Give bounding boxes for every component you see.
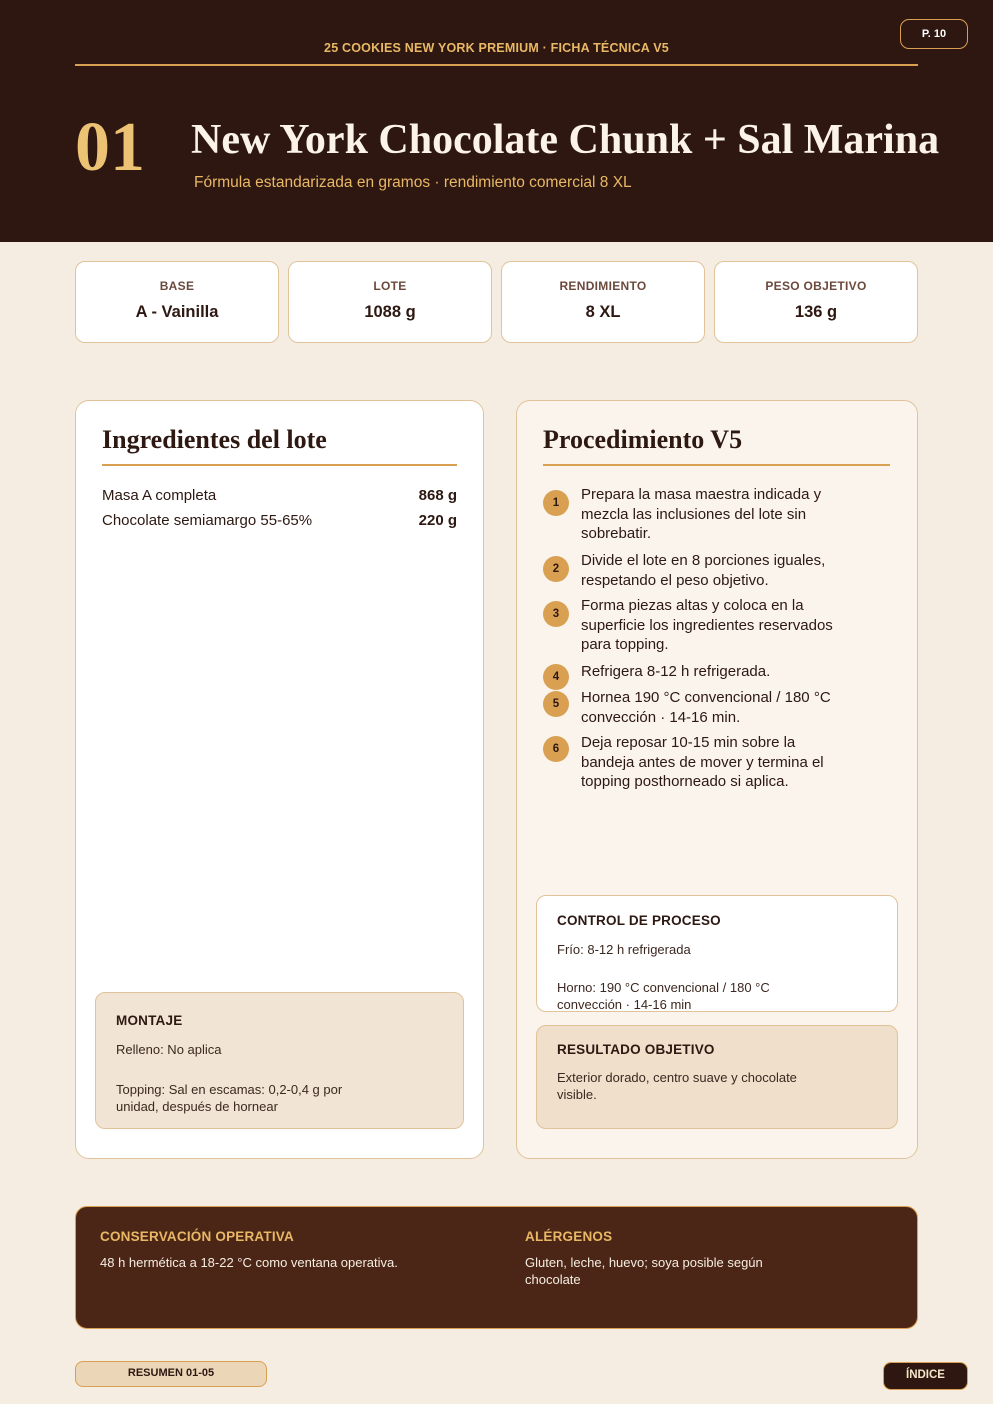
stat-label: BASE (159, 279, 195, 293)
ingredients-title: Ingredientes del lote (102, 425, 327, 454)
step-text: Deja reposar 10-15 min sobre la bandeja antes de mover y termina el topping posthorneado si aplica. (581, 734, 824, 790)
montaje-box (95, 992, 464, 1129)
page-number-badge: P. 10 (900, 19, 968, 49)
stat-label: PESO OBJETIVO (765, 279, 867, 293)
recipe-number: 01 (75, 109, 145, 186)
procedure-card (516, 400, 918, 1159)
step-text: Forma piezas altas y coloca en la superficie los ingredientes reservados para topping. (581, 597, 833, 653)
step-number-badge: 5 (543, 691, 569, 717)
stat-label: RENDIMIENTO (559, 279, 647, 293)
montaje-relleno: Relleno: No aplica (116, 1042, 222, 1057)
recipe-subtitle: Fórmula estandarizada en gramos · rendimiento comercial 8 XL (194, 174, 632, 191)
stat-value: 8 XL (585, 303, 621, 321)
stat-value: 1088 g (364, 303, 416, 321)
allergens-title: ALÉRGENOS (525, 1229, 613, 1244)
ingredient-name: Masa A completa (102, 487, 217, 504)
ingredient-qty: 868 g (418, 487, 457, 504)
stat-value: 136 g (794, 303, 838, 321)
procedure-title: Procedimiento V5 (543, 425, 743, 454)
step-text: Refrigera 8-12 h refrigerada. (581, 663, 771, 680)
control-title: CONTROL DE PROCESO (557, 913, 721, 928)
ingredient-qty: 220 g (418, 512, 457, 529)
step-text: Hornea 190 °C convencional / 180 °C convección · 14-16 min. (581, 689, 831, 726)
running-title: 25 COOKIES NEW YORK PREMIUM · FICHA TÉCNICA V5 (324, 41, 669, 55)
stat-card-base (75, 261, 279, 343)
ingredients-divider (102, 464, 457, 466)
procedure-divider (543, 464, 890, 466)
result-text: Exterior dorado, centro suave y chocolate visible. (557, 1070, 797, 1102)
montaje-title: MONTAJE (116, 1013, 183, 1028)
control-frio: Frío: 8-12 h refrigerada (557, 942, 691, 957)
step-number-badge: 1 (543, 490, 569, 516)
conservation-text: 48 h hermética a 18-22 °C como ventana operativa. (100, 1255, 398, 1270)
montaje-topping: Topping: Sal en escamas: 0,2-0,4 g por unidad, después de hornear (116, 1082, 343, 1114)
header-divider (75, 64, 918, 66)
control-box (536, 895, 898, 1012)
step-text: Divide el lote en 8 porciones iguales, respetando el peso objetivo. (581, 552, 826, 589)
ingredient-name: Chocolate semiamargo 55-65% (102, 512, 313, 529)
stat-card-lote (288, 261, 492, 343)
step-number-badge: 2 (543, 556, 569, 582)
stat-card-peso-objetivo (714, 261, 918, 343)
storage-allergens-panel (75, 1206, 918, 1329)
page-header (0, 0, 993, 242)
control-horno: Horno: 190 °C convencional / 180 °C convección · 14-16 min (557, 980, 770, 1012)
allergens-text: Gluten, leche, huevo; soya posible según chocolate (525, 1255, 763, 1287)
result-title: RESULTADO OBJETIVO (557, 1042, 715, 1057)
conservation-title: CONSERVACIÓN OPERATIVA (100, 1229, 294, 1244)
stat-label: LOTE (373, 279, 407, 293)
summary-nav-button[interactable]: RESUMEN 01-05 (75, 1361, 267, 1387)
stat-value: A - Vainilla (135, 303, 219, 321)
step-number-badge: 4 (543, 664, 569, 690)
step-text: Prepara la masa maestra indicada y mezcla las inclusiones del lote sin sobrebatir. (581, 486, 822, 542)
stat-card-rendimiento (501, 261, 705, 343)
step-number-badge: 6 (543, 736, 569, 762)
index-nav-button[interactable]: ÍNDICE (883, 1362, 968, 1390)
recipe-title: New York Chocolate Chunk + Sal Marina (191, 117, 940, 163)
step-number-badge: 3 (543, 601, 569, 627)
result-box (536, 1025, 898, 1129)
ingredients-card (75, 400, 484, 1159)
